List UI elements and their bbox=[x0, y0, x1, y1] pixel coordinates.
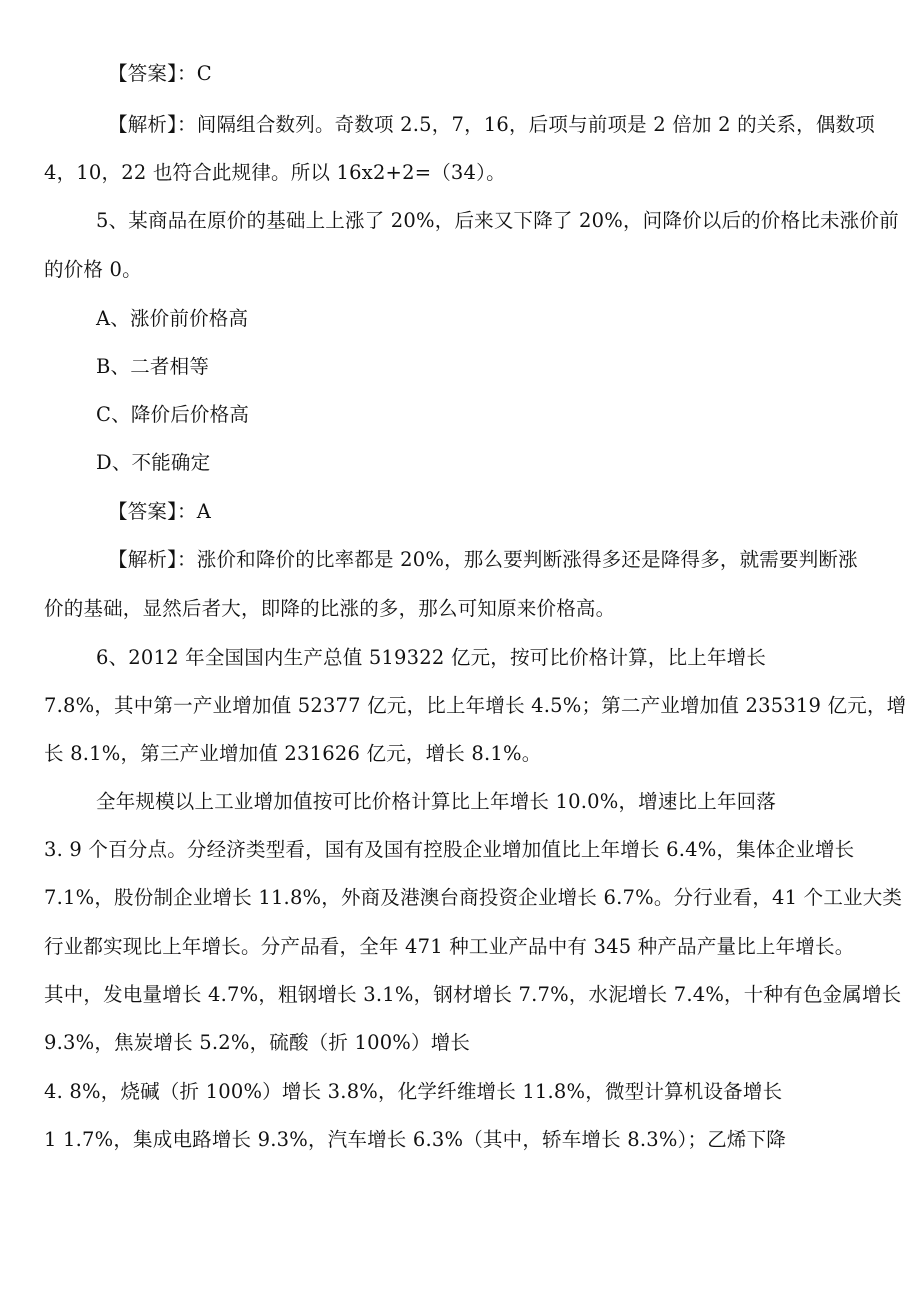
q6-line-2: 7.8%，其中第一产业增加值 52377 亿元，比上年增长 4.5%；第二产业增加值 235319 亿元，增 bbox=[44, 694, 907, 717]
q5-analysis-line-1: 【解析】：涨价和降价的比率都是 20%，那么要判断涨得多还是降得多，就需要判断涨 bbox=[108, 548, 858, 571]
q5-option-d: D、不能确定 bbox=[96, 451, 211, 474]
q5-option-b: B、二者相等 bbox=[96, 355, 210, 378]
q5-option-a: A、涨价前价格高 bbox=[96, 307, 249, 330]
q5-option-c: C、降价后价格高 bbox=[96, 403, 250, 426]
q5-answer: 【答案】：A bbox=[108, 500, 212, 523]
q6-line-3: 长 8.1%，第三产业增加值 231626 亿元，增长 8.1%。 bbox=[44, 742, 542, 765]
q5-analysis-line-2: 价的基础，显然后者大，即降的比涨的多，那么可知原来价格高。 bbox=[44, 597, 616, 620]
paragraph-2-line-3: 7.1%，股份制企业增长 11.8%，外商及港澳台商投资企业增长 6.7%。分行业看，41 个工业大类 bbox=[44, 886, 903, 909]
paragraph-2-line-6: 9.3%，焦炭增长 5.2%，硫酸（折 100%）增长 bbox=[44, 1031, 471, 1054]
paragraph-2-line-7: 4. 8%，烧碱（折 100%）增长 3.8%，化学纤维增长 11.8%，微型计算机设备增长 bbox=[44, 1080, 783, 1103]
paragraph-2-line-2: 3. 9 个百分点。分经济类型看，国有及国有控股企业增加值比上年增长 6.4%，集体企业增长 bbox=[44, 838, 855, 861]
paragraph-2-line-1: 全年规模以上工业增加值按可比价格计算比上年增长 10.0%，增速比上年回落 bbox=[96, 790, 777, 813]
q5-stem-line-1: 5、某商品在原价的基础上上涨了 20%，后来又下降了 20%，问降价以后的价格比未涨价前 bbox=[96, 209, 899, 232]
paragraph-2-line-4: 行业都实现比上年增长。分产品看，全年 471 种工业产品中有 345 种产品产量比上年增长。 bbox=[44, 935, 855, 958]
q4-analysis-line-1: 【解析】：间隔组合数列。奇数项 2.5，7，16，后项与前项是 2 倍加 2 的关系，偶数项 bbox=[108, 113, 875, 136]
q5-stem-line-2: 的价格 0。 bbox=[44, 258, 142, 281]
paragraph-2-line-5: 其中，发电量增长 4.7%，粗钢增长 3.1%，钢材增长 7.7%，水泥增长 7.4%，十种有色金属增长 bbox=[44, 983, 902, 1006]
q4-analysis-line-2: 4，10，22 也符合此规律。所以 16x2+2=（34）。 bbox=[44, 161, 506, 184]
paragraph-2-line-8: 1 1.7%，集成电路增长 9.3%，汽车增长 6.3%（其中，轿车增长 8.3%）；乙烯下降 bbox=[44, 1128, 787, 1151]
q4-answer: 【答案】：C bbox=[108, 62, 212, 85]
q6-line-1: 6、2012 年全国国内生产总值 519322 亿元，按可比价格计算，比上年增长 bbox=[96, 646, 767, 669]
